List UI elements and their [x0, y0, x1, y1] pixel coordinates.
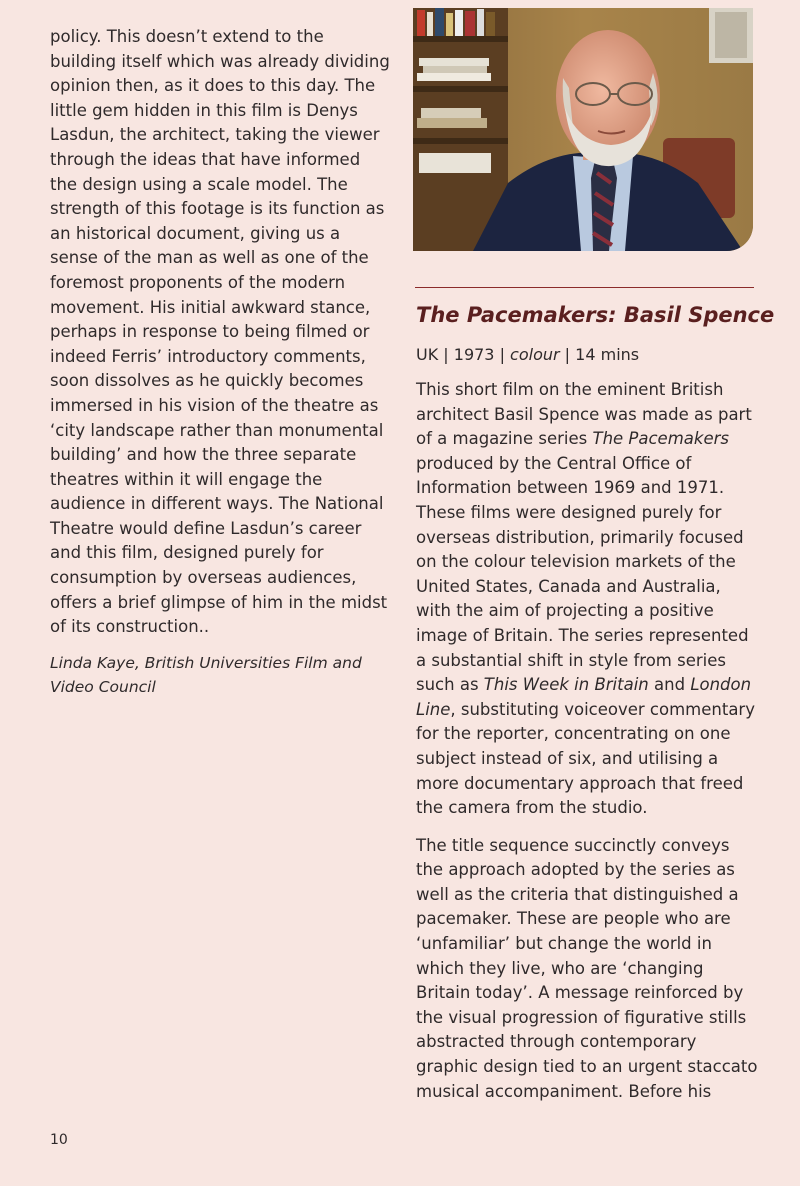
p1-text-b: produced by the Central Office of Information between 1969 and 1971. These films were designed purely for overseas distribution, primarily focused on the colour television markets of the United States, Canada and Australia, with the aim of projecting a positive image of Britain. The series represented a substantial shift in style from series such as: [416, 453, 749, 695]
meta-sep-3: |: [559, 345, 576, 364]
meta-sep-1: |: [438, 345, 454, 364]
section-divider: [415, 287, 754, 288]
portrait-illustration: [413, 8, 753, 251]
right-paragraph-2: The title sequence succinctly conveys the approach adopted by the series as well as the criteria that distinguished a pacemaker. These are people who are ‘unfamiliar’ but change the world in which they live, who are ‘changing Britain today’. A message reinforced by the visual progression of figurative stills abstracted through contemporary graphic design tied to an urgent staccato musical accompaniment. Before his: [416, 835, 758, 1101]
left-paragraph: policy. This doesn’t extend to the building itself which was already dividing opinion then, as it does to this day. The little gem hidden in this film is Denys Lasdun, the architect, taking the viewer through the ideas that have informed the design using a scale model. The strength of this footage is its function as an historical document, giving us a sense of the man as well as one of the foremost proponents of the modern movement. His initial awkward stance, perhaps in response to being filmed or indeed Ferris’ introductory comments, soon dissolves as he quickly becomes immersed in his vision of the theatre as ‘city landscape rather than monumental building’ and how the three separate theatres within it will engage the audience in different ways. The National Theatre would define Lasdun’s career and this film, designed purely for consumption by overseas audiences, offers a brief glimpse of him in the midst of its construction..: [50, 27, 390, 637]
film-duration: 14 mins: [575, 345, 640, 364]
series-title-3: London Line: [416, 675, 752, 719]
right-paragraph-1: [416, 378, 761, 821]
series-title: The Pacemakers: [592, 429, 729, 449]
film-still-photo: [413, 8, 753, 251]
p1-text-d: , substituting voiceover commentary for the reporter, concentrating on one subject instead of six, and utilising a more documentary approach that freed the camera from the studio.: [416, 699, 755, 818]
left-column: [50, 25, 390, 700]
p1-text-a: This short film on the eminent British architect Basil Spence was made as part of a magazine series: [416, 380, 752, 449]
meta-sep-2: |: [494, 345, 511, 364]
film-year: 1973: [453, 345, 495, 364]
film-meta: [416, 343, 639, 367]
p1-text-c: and: [648, 675, 691, 695]
film-colour: colour: [510, 345, 560, 364]
series-title-2: This Week in Britain: [483, 675, 649, 695]
page-number: 10: [50, 1132, 68, 1148]
right-column: [416, 378, 761, 1117]
film-title: The Pacemakers: Basil Spence: [416, 303, 775, 327]
film-country: UK: [416, 345, 439, 364]
byline: Linda Kaye, British Universities Film and Video Council: [50, 653, 362, 697]
